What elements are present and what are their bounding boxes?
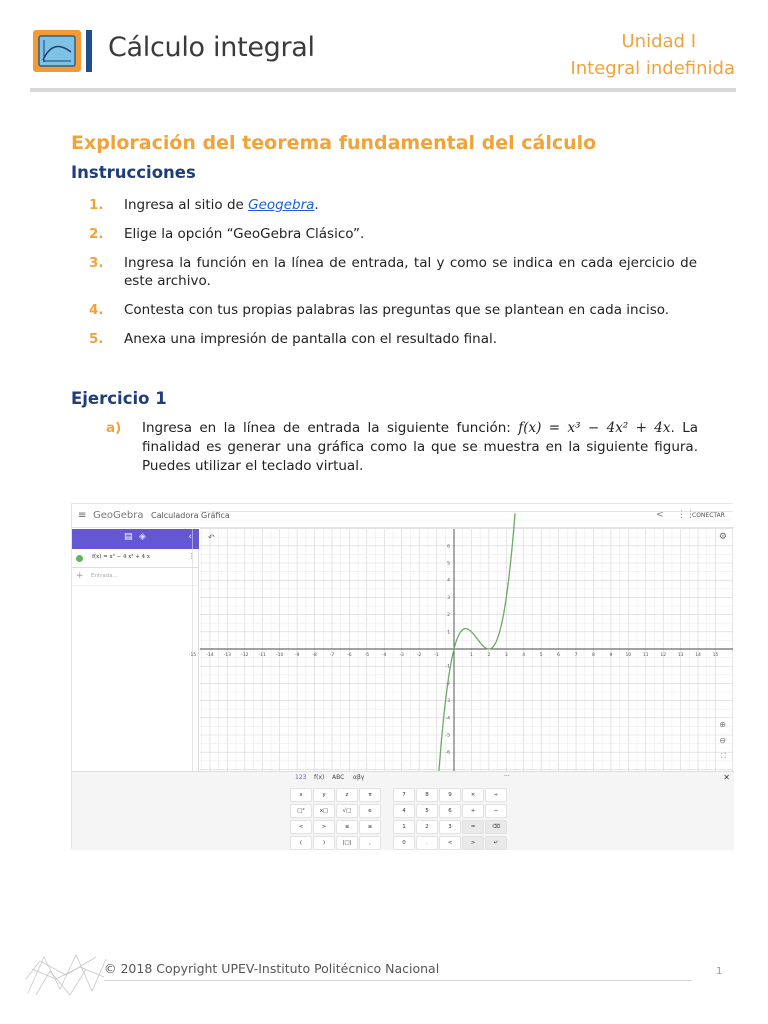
- keyboard-key[interactable]: 6: [439, 804, 461, 818]
- keyboard-key[interactable]: ): [313, 836, 335, 850]
- keyboard-key[interactable]: 0: [393, 836, 415, 850]
- close-icon[interactable]: ✕: [723, 773, 730, 782]
- algebra-tab-icon[interactable]: ▤: [124, 532, 133, 542]
- x-tick-label: 9: [609, 653, 613, 658]
- input-field[interactable]: Entrada...: [91, 573, 118, 579]
- course-title: Cálculo integral: [108, 32, 315, 63]
- y-tick-label: 2: [447, 613, 450, 619]
- y-tick-label: 5: [447, 561, 450, 567]
- y-tick-label: 3: [447, 595, 450, 601]
- tab-letters[interactable]: ABC: [332, 774, 345, 781]
- keyboard-key[interactable]: ×: [462, 788, 484, 802]
- header-divider: [30, 88, 736, 92]
- keyboard-key[interactable]: 9: [439, 788, 461, 802]
- y-tick-label: -3: [445, 699, 450, 705]
- list-item: 3. Ingresa la función en la línea de entrada, tal y como se indica en cada ejercicio de este archivo.: [89, 255, 697, 289]
- keyboard-key[interactable]: ≤: [336, 820, 358, 834]
- tab-functions[interactable]: f(x): [314, 774, 325, 781]
- keyboard-key[interactable]: e: [359, 804, 381, 818]
- x-tick-label: -3: [399, 653, 404, 658]
- instruction-list: [71, 196, 697, 359]
- keyboard-key[interactable]: y: [313, 788, 335, 802]
- keyboard-key[interactable]: x□: [313, 804, 335, 818]
- keyboard-key[interactable]: >: [313, 820, 335, 834]
- y-tick-label: 6: [447, 544, 450, 550]
- keyboard-key[interactable]: |□|: [336, 836, 358, 850]
- function-plot[interactable]: [188, 529, 733, 771]
- keyboard-key[interactable]: ⌫: [485, 820, 507, 834]
- graphics-view[interactable]: [188, 529, 733, 771]
- keyboard-key[interactable]: >: [462, 836, 484, 850]
- keyboard-key[interactable]: 2: [416, 820, 438, 834]
- x-tick-label: 1: [469, 653, 473, 658]
- keyboard-key[interactable]: <: [439, 836, 461, 850]
- x-tick-label: -15: [188, 653, 197, 658]
- geogebra-toolbar: [72, 504, 734, 528]
- x-tick-label: 14: [695, 653, 701, 658]
- logo-divider: [86, 30, 92, 72]
- list-item: 5. Anexa una impresión de pantalla con el resultado final.: [89, 331, 498, 347]
- unit-label: Unidad I: [621, 31, 696, 52]
- x-tick-label: 10: [625, 653, 632, 658]
- keyboard-key[interactable]: 7: [393, 788, 415, 802]
- geogebra-screenshot: [71, 503, 733, 849]
- y-tick-label: 4: [447, 578, 450, 584]
- x-tick-label: 11: [642, 653, 649, 658]
- x-tick-label: -1: [434, 653, 439, 658]
- keyboard-key[interactable]: −: [485, 804, 507, 818]
- x-tick-label: 4: [522, 653, 526, 658]
- list-item: 2. Elige la opción “GeoGebra Clásico”.: [89, 226, 365, 242]
- copyright-text: © 2018 Copyright UPEV-Instituto Politécnico Nacional: [104, 961, 440, 976]
- keyboard-key[interactable]: +: [462, 804, 484, 818]
- x-tick-label: 13: [677, 653, 684, 658]
- apps-grid-icon[interactable]: ⋮⋮: [677, 510, 695, 520]
- keyboard-key[interactable]: 4: [393, 804, 415, 818]
- tab-greek[interactable]: αβγ: [353, 774, 365, 781]
- x-tick-label: 6: [557, 653, 561, 658]
- x-tick-label: -4: [382, 653, 387, 658]
- x-tick-label: 3: [504, 653, 508, 658]
- visibility-toggle[interactable]: [76, 555, 83, 562]
- keyboard-key[interactable]: <: [290, 820, 312, 834]
- x-tick-label: -6: [347, 653, 352, 658]
- more-options-icon[interactable]: ⋮: [188, 552, 195, 560]
- x-tick-label: -5: [364, 653, 370, 658]
- y-tick-label: -2: [445, 681, 450, 687]
- instructions-heading: Instrucciones: [71, 163, 196, 182]
- y-tick-label: -6: [445, 750, 450, 756]
- y-tick-label: -1: [445, 664, 450, 670]
- keyboard-key[interactable]: ÷: [485, 788, 507, 802]
- keyboard-key[interactable]: 5: [416, 804, 438, 818]
- keyboard-key[interactable]: z: [336, 788, 358, 802]
- keyboard-key[interactable]: =: [462, 820, 484, 834]
- tab-numbers[interactable]: 123: [295, 774, 307, 781]
- x-tick-label: -13: [223, 653, 232, 658]
- menu-icon[interactable]: ≡: [78, 510, 87, 521]
- x-tick-label: -8: [312, 653, 317, 658]
- x-tick-label: 5: [539, 653, 543, 658]
- x-tick-label: -2: [416, 653, 422, 658]
- algebra-panel: [72, 529, 199, 771]
- login-button[interactable]: CONECTAR: [692, 512, 725, 519]
- list-item: 4. Contesta con tus propias palabras las preguntas que se plantean en cada inciso.: [89, 302, 670, 318]
- x-tick-label: -11: [258, 653, 266, 658]
- algebra-header: [72, 529, 199, 549]
- footer-divider: [104, 980, 692, 981]
- x-tick-label: 12: [660, 653, 667, 658]
- keyboard-key[interactable]: □²: [290, 804, 312, 818]
- zoom-in-icon[interactable]: ⊕: [719, 720, 726, 729]
- algebra-row[interactable]: [72, 549, 199, 568]
- zoom-out-icon[interactable]: ⊖: [719, 736, 726, 745]
- unit-subtitle: Integral indefinida: [570, 58, 735, 79]
- x-tick-label: -12: [241, 653, 249, 658]
- tools-tab-icon[interactable]: ◈: [139, 532, 146, 542]
- keyboard-key[interactable]: 1: [393, 820, 415, 834]
- page-title: Exploración del teorema fundamental del cálculo: [71, 132, 597, 154]
- page-header: [0, 0, 768, 95]
- y-tick-label: -5: [445, 733, 450, 739]
- y-tick-label: 1: [447, 630, 450, 636]
- list-item: 1. Ingresa al sitio de Geogebra.: [89, 197, 319, 213]
- geogebra-brand: GeoGebra: [93, 510, 144, 521]
- function-formula: f(x) = x³ − 4x² + 4x: [518, 420, 671, 436]
- share-icon[interactable]: <: [656, 510, 664, 520]
- exercise-heading: Ejercicio 1: [71, 389, 167, 408]
- exercise-item: a) Ingresa en la línea de entrada la siguiente función: f(x) = x³ − 4x² + 4x. La finalidad es generar una gráfica como la que se muestra en la siguiente figura. Puedes utilizar el teclado virtual.: [106, 420, 698, 474]
- function-expression: f(x) = x³ − 4 x² + 4 x: [92, 554, 150, 560]
- keyboard-key[interactable]: ≥: [359, 820, 381, 834]
- geogebra-link[interactable]: Geogebra: [248, 197, 315, 213]
- x-tick-label: 15: [712, 653, 719, 658]
- input-row[interactable]: [72, 568, 199, 586]
- app-name: Calculadora Gráfica: [151, 511, 230, 520]
- collapse-icon[interactable]: ‹: [188, 532, 192, 542]
- keyboard-key[interactable]: ,: [359, 836, 381, 850]
- keyboard-key[interactable]: .: [416, 836, 438, 850]
- add-icon[interactable]: +: [76, 571, 84, 581]
- virtual-keyboard: [72, 771, 734, 850]
- undo-icon[interactable]: ↶: [208, 533, 215, 542]
- keyboard-tabs: [72, 772, 734, 784]
- settings-icon[interactable]: ⚙: [718, 532, 727, 542]
- keyboard-key[interactable]: √□: [336, 804, 358, 818]
- x-tick-label: -9: [294, 653, 300, 658]
- x-tick-label: -10: [275, 653, 284, 658]
- fullscreen-icon[interactable]: ⛶: [721, 752, 726, 760]
- x-tick-label: -7: [329, 653, 335, 658]
- x-tick-label: 2: [487, 653, 491, 658]
- keyboard-key[interactable]: ↵: [485, 836, 507, 850]
- x-tick-label: -14: [206, 653, 214, 658]
- keyboard-key[interactable]: 8: [416, 788, 438, 802]
- keyboard-key[interactable]: x: [290, 788, 312, 802]
- keyboard-key[interactable]: (: [290, 836, 312, 850]
- keyboard-key[interactable]: π: [359, 788, 381, 802]
- x-tick-label: 8: [592, 653, 595, 658]
- more-keys-icon[interactable]: ···: [504, 773, 510, 780]
- y-tick-label: -4: [445, 716, 450, 722]
- page-number: 1: [716, 966, 723, 977]
- book-graph-logo: [33, 30, 81, 72]
- keyboard-key[interactable]: 3: [439, 820, 461, 834]
- x-tick-label: 7: [574, 653, 578, 658]
